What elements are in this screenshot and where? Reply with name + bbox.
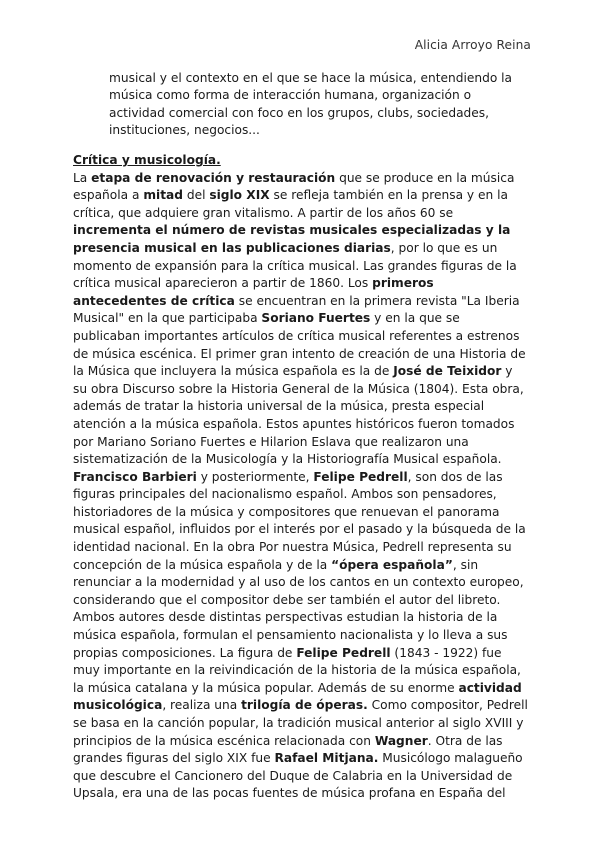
text-run: y (501, 364, 513, 379)
text-run: La (73, 170, 92, 185)
text-run: sistematización de la Musicología y la Historiografía Musical española. (73, 452, 502, 467)
text-line (73, 521, 543, 539)
text-line (73, 187, 543, 205)
text-run: por Mariano Soriano Fuertes e Hilarion Eslava que realizaron una (73, 434, 469, 449)
text-run: historiadores de la música y compositores que renuevan el panorama (73, 504, 500, 519)
text-line (73, 486, 543, 504)
bold-text: trilogía de óperas. (241, 698, 368, 713)
text-run: grandes figuras del siglo XIX fue (73, 751, 275, 766)
text-line (73, 275, 543, 293)
text-run: , son dos de las (407, 469, 503, 484)
bold-text: Felipe Pedrell (313, 469, 408, 484)
bold-text: Wagner (374, 733, 428, 748)
intro-paragraph (109, 70, 539, 140)
text-line (73, 170, 543, 188)
text-run: concepción de la música española y de la (73, 557, 332, 572)
text-run: que descubre el Cancionero del Duque de Calabria en la Universidad de (73, 768, 513, 783)
section-title: Crítica y musicología. (73, 153, 221, 167)
text-run: crítica musical aparecieron a partir de 1860. Los (73, 276, 373, 291)
bold-text: primeros (372, 276, 434, 291)
bold-text: mitad (143, 188, 183, 203)
bold-text: “ópera española” (331, 557, 453, 572)
text-run: (1843 - 1922) fue (390, 645, 502, 660)
text-line (73, 768, 543, 786)
text-line (73, 715, 543, 733)
text-line (73, 363, 543, 381)
text-run: renunciar a la modernidad y al uso de los cantos en un contexto europeo, (73, 575, 524, 590)
text-run: española a (73, 188, 144, 203)
text-run: Upsala, era una de las pocas fuentes de música profana en España del (73, 786, 506, 801)
bold-text: siglo XIX (209, 188, 270, 203)
bold-text: José de Teixidor (393, 364, 502, 379)
header-author: Alicia Arroyo Reina (414, 38, 531, 52)
text-run: crítica, que adquiere gran vitalismo. A partir de los años 60 se (73, 205, 454, 220)
bold-text: Francisco Barbieri (73, 469, 197, 484)
text-run: atención a la música española. Estos apuntes históricos fueron tomados (73, 416, 515, 431)
text-line (73, 557, 543, 575)
text-line (73, 381, 543, 399)
text-line (73, 416, 543, 434)
text-line (73, 434, 543, 452)
text-line (73, 645, 543, 663)
text-line (73, 592, 543, 610)
text-line (73, 346, 543, 364)
text-line (73, 609, 543, 627)
text-line (73, 258, 543, 276)
bold-text: musicológica (73, 698, 163, 713)
text-line (73, 539, 543, 557)
text-run: momento de expansión para la crítica musical. Las grandes figuras de la (73, 258, 517, 273)
text-run: Musical" en la que participaba (73, 311, 262, 326)
text-run: y posteriormente, (196, 469, 314, 484)
text-run: la música catalana y la música popular. Además de su enorme (73, 680, 459, 695)
text-line (73, 627, 543, 645)
bold-text: Soriano Fuertes (261, 311, 371, 326)
bold-text: incrementa el número de revistas musicales especializadas y la (73, 223, 511, 238)
text-run: su obra Discurso sobre la Historia General de la Música (1804). Esta obra, (73, 381, 524, 396)
bold-text: etapa de renovación y restauración (91, 170, 336, 185)
text-run: identidad nacional. En la obra Por nuestra Música, Pedrell representa su (73, 540, 512, 555)
text-run: además de tratar la historia universal de la música, presta especial (73, 399, 485, 414)
text-line (73, 504, 543, 522)
text-run: de música escénica. El primer gran intento de creación de una Historia de (73, 346, 526, 361)
text-run: . Otra de las (427, 733, 503, 748)
text-run: Musicólogo malagueño (378, 751, 523, 766)
text-line (73, 451, 543, 469)
text-line (73, 680, 543, 698)
text-run: Como compositor, Pedrell (367, 698, 528, 713)
text-line (73, 310, 543, 328)
text-line (73, 398, 543, 416)
text-run: música española, formulan el pensamiento nacionalista y lo lleva a sus (73, 628, 508, 643)
text-run: que se produce en la música (335, 170, 515, 185)
text-run: muy importante en la reivindicación de la historia de la música española, (73, 663, 521, 678)
text-line (73, 328, 543, 346)
text-line (73, 750, 543, 768)
text-run: se encuentran en la primera revista "La Iberia (234, 293, 520, 308)
text-run: musical español, influidos por el interés por el pasado y la búsqueda de la (73, 522, 526, 537)
text-line (73, 574, 543, 592)
text-run: y en la que se (370, 311, 460, 326)
text-run: se basa en la canción popular, la tradición musical anterior al siglo XVIII y (73, 716, 524, 730)
text-run: se refleja también en la prensa y en la (269, 188, 508, 203)
bold-text: Rafael Mitjana. (274, 751, 379, 766)
text-line (73, 469, 543, 487)
text-run: , por lo que es un (390, 240, 498, 255)
text-run: , sin (452, 557, 479, 572)
text-line (73, 662, 543, 680)
intro-line: musical y el contexto en el que se hace la música, entendiendo la (109, 71, 513, 85)
bold-text: presencia musical en las publicaciones diarias (73, 240, 391, 255)
text-line (73, 205, 543, 223)
intro-line: música como forma de interacción humana, organización o (109, 88, 472, 103)
text-line (73, 222, 543, 240)
text-line (73, 785, 543, 803)
bold-text: antecedentes de crítica (73, 293, 235, 308)
main-section (73, 152, 543, 803)
text-line (73, 697, 543, 715)
text-run: la Música que incluyera la música española es la de (73, 364, 394, 379)
intro-line: instituciones, negocios... (109, 123, 260, 138)
text-run: del (182, 188, 210, 203)
text-line (73, 733, 543, 751)
text-run: publicaban importantes artículos de crítica musical referentes a estrenos (73, 328, 520, 343)
bold-text: actividad (458, 680, 522, 695)
intro-line: actividad comercial con foco en los grupos, clubs, sociedades, (109, 105, 489, 120)
text-run: considerando que el compositor debe ser también el autor del libreto. (73, 592, 501, 607)
text-run: , realiza una (162, 698, 242, 713)
text-line (73, 240, 543, 258)
text-run: propias composiciones. La figura de (73, 645, 297, 660)
bold-text: Felipe Pedrell (296, 645, 391, 660)
text-line (73, 293, 543, 311)
text-run: figuras principales del nacionalismo español. Ambos son pensadores, (73, 487, 497, 502)
text-run: Ambos autores desde distintas perspectivas estudian la historia de la (73, 610, 498, 625)
text-run: principios de la música escénica relacionada con (73, 733, 375, 748)
section-body (73, 170, 543, 803)
